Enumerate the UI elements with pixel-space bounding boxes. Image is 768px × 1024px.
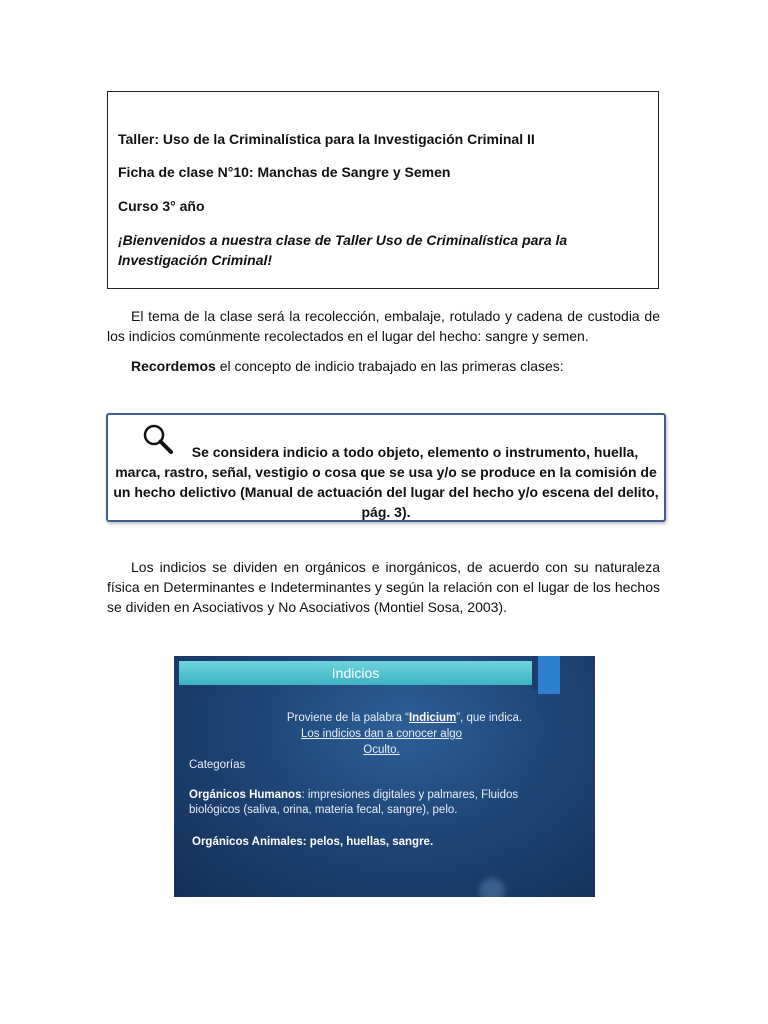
intro-paragraph bbox=[107, 306, 660, 346]
course-year: Curso 3° año bbox=[118, 198, 205, 214]
header-box bbox=[107, 91, 659, 289]
recall-paragraph bbox=[107, 356, 660, 376]
slide-underlined-1: Los indicios dan a conocer algo bbox=[300, 728, 463, 740]
workshop-title: Taller: Uso de la Criminalística para la Investigación Criminal II bbox=[118, 131, 535, 147]
slide-glow bbox=[479, 878, 505, 897]
slide-organic-humans bbox=[189, 788, 569, 818]
welcome-message: ¡Bienvenidos a nuestra clase de Taller Uso de Criminalística para la Investigación Criminal! bbox=[118, 232, 568, 268]
slide-organic-humans-label: Orgánicos Humanos bbox=[189, 789, 302, 801]
classification-paragraph bbox=[107, 557, 660, 617]
slide-organic-animals: Orgánicos Animales: pelos, huellas, sangre. bbox=[192, 836, 434, 848]
recall-text: el concepto de indicio trabajado en las primeras clases: bbox=[215, 358, 564, 374]
slide-origin-post: ”, que indica. bbox=[456, 712, 523, 724]
definition-box bbox=[106, 413, 666, 522]
slide-title: Indicios bbox=[179, 661, 532, 685]
classification-text: Los indicios se dividen en orgánicos e inorgánicos, de acuerdo con su naturaleza física en Determinantes e Indeterminantes y según la relación con el lugar de los hechos se dividen en Asociativos y No Asociativos (Montiel Sosa, 2003). bbox=[107, 559, 660, 615]
slide-image bbox=[174, 656, 595, 897]
recall-bold: Recordemos bbox=[131, 358, 216, 374]
slide-organic-humans-text: : impresiones digitales y palmares, Fluidos biológicos (saliva, orina, materia fecal, sangre), pelo. bbox=[189, 789, 519, 816]
slide-origin-pre: Proviene de la palabra “ bbox=[286, 712, 409, 724]
slide-origin-word: Indicium bbox=[408, 712, 457, 724]
slide-origin bbox=[214, 711, 595, 726]
definition-text: Se considera indicio a todo objeto, elemento o instrumento, huella, marca, rastro, señal, vestigio o cosa que se usa y/o se produce en la comisión de un hecho delictivo (Manual de actuación del lugar del hecho y/o escena del delito, pág. 3). bbox=[113, 444, 659, 520]
slide-underlined-2: Oculto. bbox=[363, 744, 400, 756]
slide-accent-blue bbox=[538, 656, 560, 694]
intro-text: El tema de la clase será la recolección, embalaje, rotulado y cadena de custodia de los indicios comúnmente recolectados en el lugar del hecho: sangre y semen. bbox=[107, 308, 660, 344]
slide-categories-label: Categorías bbox=[189, 759, 246, 771]
class-sheet-title: Ficha de clase N°10: Manchas de Sangre y Semen bbox=[118, 164, 451, 180]
